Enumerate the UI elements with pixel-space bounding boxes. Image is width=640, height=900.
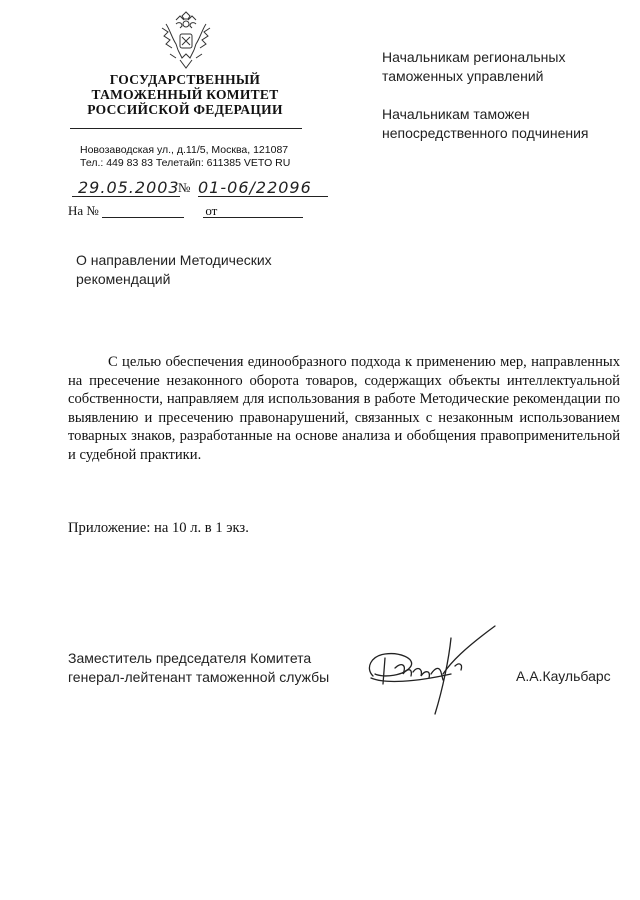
attachment-note: Приложение: на 10 л. в 1 экз.	[68, 520, 249, 536]
recipient-1: Начальникам региональных таможенных управлений	[382, 49, 566, 84]
letter-subject: О направлении Методических рекомендаций	[76, 252, 272, 287]
document-number: 01-06/22096	[198, 178, 312, 197]
document-date: 29.05.2003	[78, 178, 180, 197]
reference-date-underline	[203, 217, 303, 218]
org-line-3: РОССИЙСКОЙ ФЕДЕРАЦИИ	[87, 102, 283, 117]
org-line-1: ГОСУДАРСТВЕННЫЙ	[109, 72, 261, 87]
org-line-2: ТАМОЖЕННЫЙ КОМИТЕТ	[91, 87, 279, 102]
signer-position	[68, 649, 329, 687]
number-label: №	[178, 180, 191, 195]
org-address	[80, 144, 290, 170]
reference-number-underline	[102, 217, 184, 218]
date-underline	[72, 196, 180, 197]
recipient-2: Начальникам таможен непосредственного подчинения	[382, 106, 589, 141]
reference-from: от	[205, 203, 218, 218]
reference-prefix: На №	[68, 203, 99, 218]
number-underline	[198, 196, 328, 197]
double-headed-eagle-icon	[158, 10, 214, 72]
phone-line: Тел.: 449 83 83 Телетайп: 611385 VETO RU	[80, 157, 291, 169]
signer-position-line-1: Заместитель председателя Комитета	[68, 650, 312, 666]
address-line: Новозаводская ул., д.11/5, Москва, 121087	[80, 144, 289, 156]
header-divider	[70, 128, 302, 129]
signer-position-line-2: генерал-лейтенант таможенной службы	[68, 669, 330, 685]
signer-name: А.А.Каульбарс	[516, 668, 611, 684]
letter-body: С целью обеспечения единообразного подхода к применению мер, направленных на пресечение незаконного оборота товаров, содержащих объекты интеллектуальной собственности, направляем для использования в работе Методические рекомендации по выявлению и пресечению правонарушений, связанных с незаконным использованием товарных знаков, разработанные на основе анализа и обобщения правоприменительной и судебной практики.	[68, 354, 620, 463]
organization-name	[70, 72, 300, 117]
handwritten-signature	[355, 618, 505, 718]
recipients-block	[382, 48, 612, 143]
